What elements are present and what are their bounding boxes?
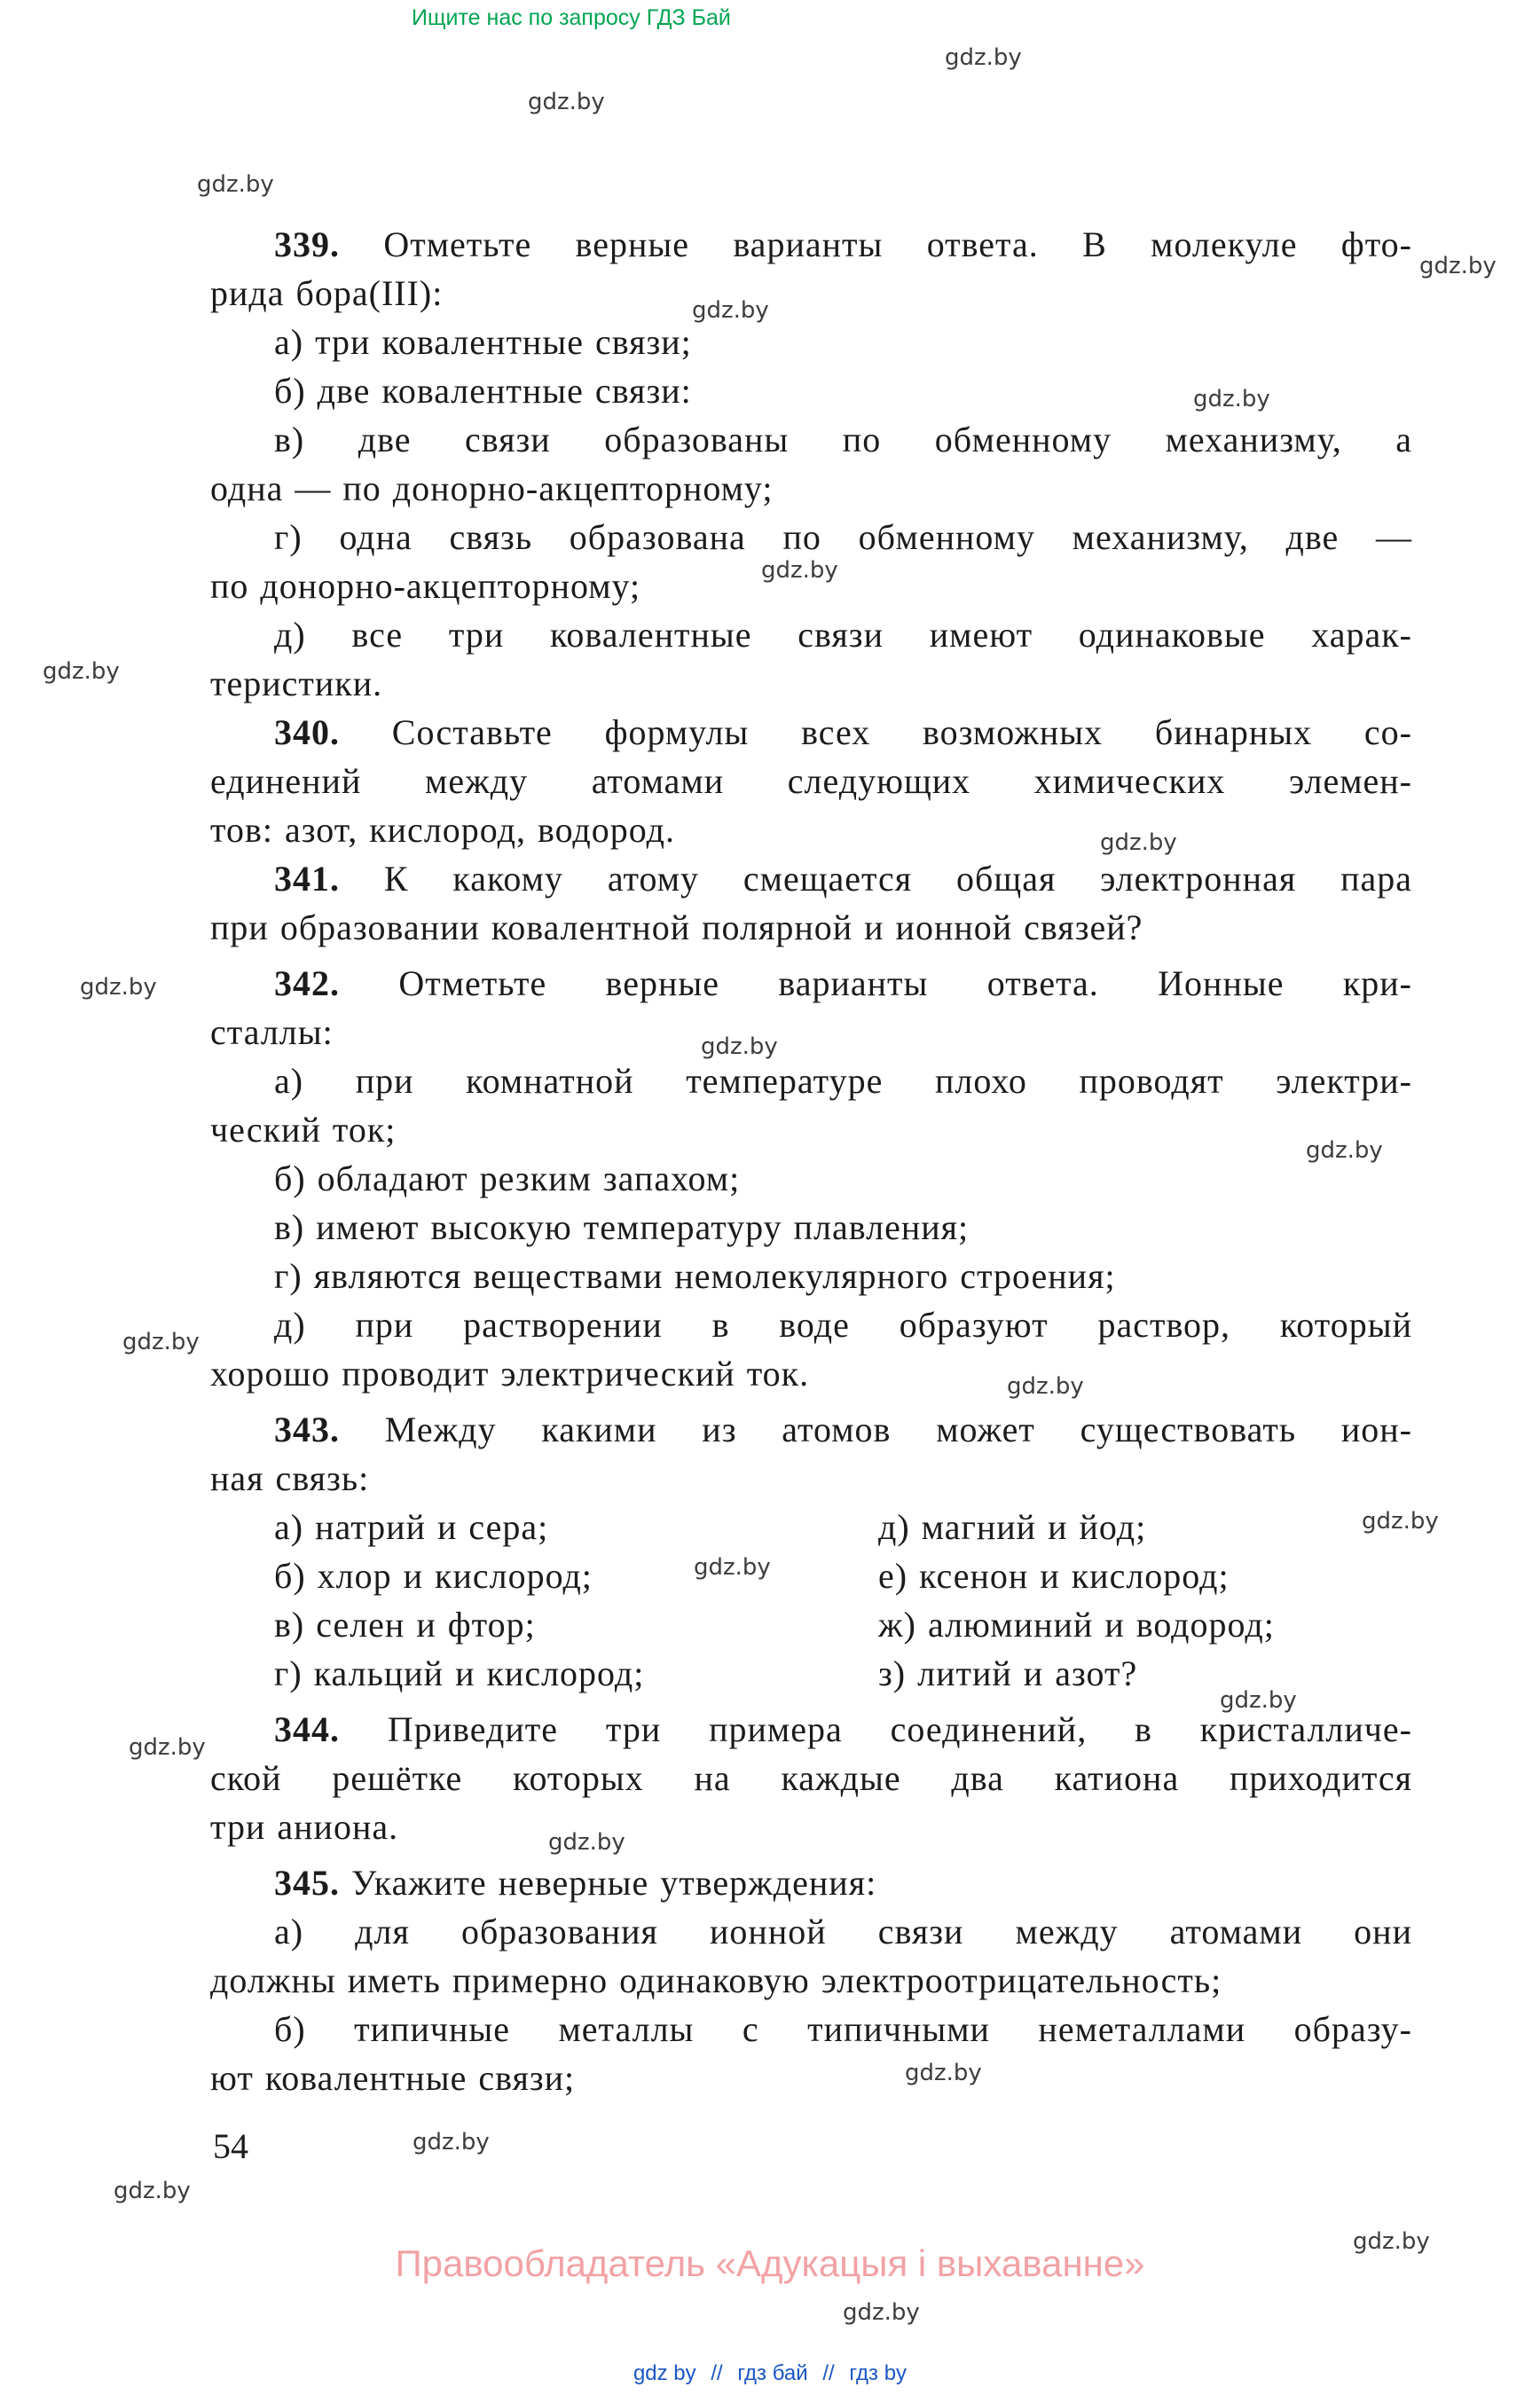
problem-343-columns [210,1503,1412,1698]
gdz-watermark: gdz.by [1353,2228,1430,2255]
footer-link-gdz-by[interactable]: gdz by [632,2361,696,2385]
problem-341-text: 341. К какому атому смещается общая электронная пара при образовании ковалентной полярной и ионной связей? [210,859,1412,947]
footer-link-gdz-bai[interactable]: гдз бай [737,2361,808,2385]
problem-342-option-g: г) являются веществами немолекулярного строения; [274,1256,1116,1296]
gdz-watermark: gdz.by [114,2178,191,2204]
gdz-watermark: gdz.by [1193,386,1270,412]
problem-339-intro: 339. Отметьте верные варианты ответа. В молекуле фто- рида бора(III): [210,224,1412,313]
gdz-watermark: gdz.by [701,1033,778,1060]
footer-separator: // [711,2361,723,2385]
page-number: 54 [213,2126,248,2166]
gdz-watermark: gdz.by [528,89,605,115]
gdz-watermark: gdz.by [761,557,838,584]
gdz-watermark: gdz.by [43,658,120,685]
problem-339-option-g: г) одна связь образована по обменному механизму, две — по донорно-акцепторному; [210,517,1412,606]
gdz-watermark: gdz.by [1306,1137,1383,1164]
problem-339-option-d: д) все три ковалентные связи имеют одинаковые харак- теристики. [210,615,1412,703]
problem-342-option-d: д) при растворении в воде образуют раствор, который хорошо проводит электрический ток. [210,1305,1412,1394]
problem-339-option-v: в) две связи образованы по обменному механизму, а одна — по донорно-акцепторному; [210,420,1412,508]
problem-342-option-b: б) обладают резким запахом; [274,1158,741,1198]
problem-340-text: 340. Составьте формулы всех возможных бинарных со- единений между атомами следующих химических элемен- тов: азот, кислород, водород. [210,712,1412,850]
gdz-watermark: gdz.by [1419,253,1497,279]
gdz-watermark: gdz.by [1362,1508,1439,1535]
problem-345-intro: 345. Укажите неверные утверждения: [274,1863,877,1903]
problem-345-option-a: а) для образования ионной связи между атомами они должны иметь примерно одинаковую электроотрицательность; [210,1912,1412,2000]
footer-links [0,2361,1540,2386]
gdz-watermark: gdz.by [412,2129,490,2156]
copyright-notice: Правообладатель «Адукацыя і выхаванне» [395,2242,1145,2284]
gdz-watermark: gdz.by [197,171,274,198]
gdz-watermark: gdz.by [1100,829,1177,856]
problem-342-option-a: а) при комнатной температуре плохо проводят электри- ческий ток; [210,1061,1412,1150]
problem-344-text: 344. Приведите три примера соединений, в кристалличе- ской решётке которых на каждые два катиона приходится три аниона. [210,1709,1412,1847]
gdz-watermark: gdz.by [694,1554,771,1581]
gdz-watermark: gdz.by [692,297,769,324]
gdz-watermark: gdz.by [129,1734,206,1761]
problem-343-options-right: д) магний и йод; е) ксенон и кислород; ж) алюминий и водород; з) литий и азот? [878,1507,1275,1693]
problem-339-option-b: б) две ковалентные связи: [274,371,692,411]
problem-343-intro: 343. Между какими из атомов может существовать ион- ная связь: [210,1410,1412,1498]
problem-342-intro: 342. Отметьте верные варианты ответа. Ионные кри- сталлы: [210,963,1412,1052]
footer-link-gdz-by-2[interactable]: гдз by [849,2361,908,2385]
top-banner: Ищите нас по запросу ГДЗ Бай [412,5,731,30]
problem-342-option-v: в) имеют высокую температуру плавления; [274,1207,970,1247]
gdz-watermark: gdz.by [80,974,157,1001]
gdz-watermark: gdz.by [945,44,1022,71]
gdz-watermark: gdz.by [1007,1373,1084,1400]
problem-343-options-left: а) натрий и сера; б) хлор и кислород; в) селен и фтор; г) кальций и кислород; [274,1507,645,1693]
footer-separator: // [822,2361,835,2385]
problems-text [210,220,1412,2102]
gdz-watermark: gdz.by [905,2060,982,2086]
gdz-watermark: gdz.by [548,1829,625,1856]
problem-339-option-a: а) три ковалентные связи; [274,322,692,362]
gdz-watermark: gdz.by [122,1329,200,1355]
gdz-watermark: gdz.by [843,2299,920,2326]
problem-345-option-b: б) типичные металлы с типичными неметаллами образу- ют ковалентные связи; [210,2009,1412,2098]
gdz-watermark: gdz.by [1220,1687,1297,1714]
